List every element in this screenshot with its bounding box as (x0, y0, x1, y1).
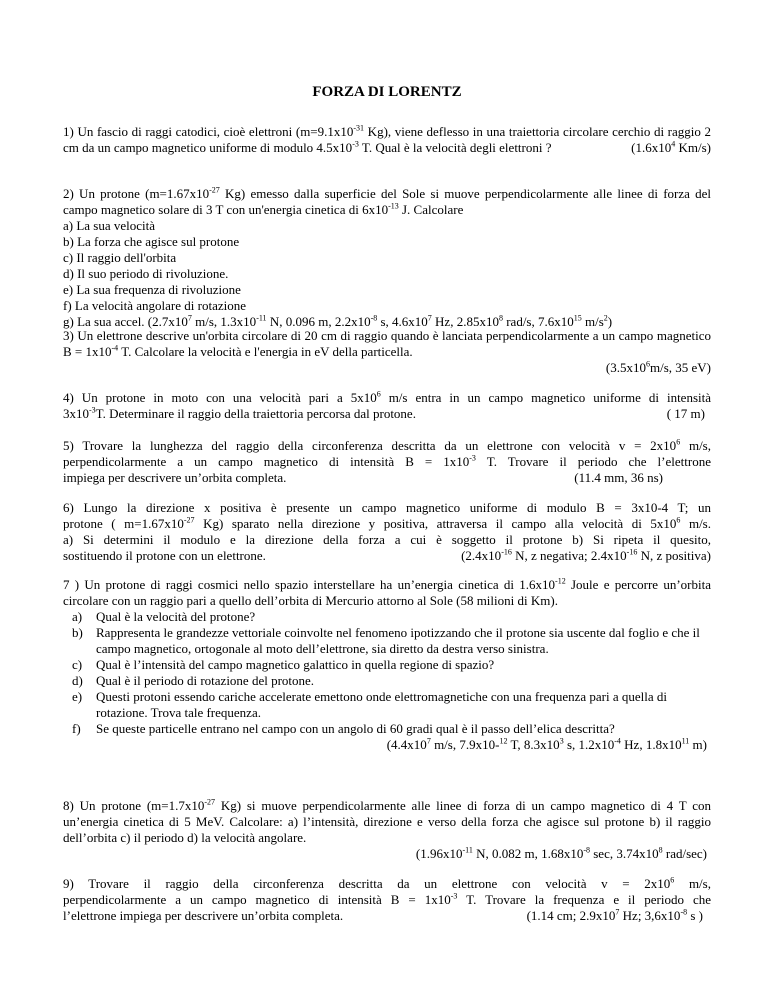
problem-9-answer: (1.14 cm; $2.9x10^7$ Hz; $3,6x10^{-8}$ s ) (526, 907, 703, 923)
problem-7 (63, 577, 711, 753)
problem-7-text: 7 ) Un protone di raggi cosmici nello spazio interstellare ha un’energia cinetica di $1.6x10^{-12}$ Joule e percorre un’orbita circolare con un raggio pari a quello dell’orbita di Mercurio attorno al Sole (58 milioni di Km). (63, 576, 711, 608)
problem-1-text: 1) Un fascio di raggi catodici, cioè elettroni ($m=9.1x10^{-31}$ Kg), viene deflesso in una traiettoria circolare cerchio di raggio 2 cm da un campo magnetico uniforme di modulo $4.5x10^{-3}$ T. Qual è la velocità degli elettroni ? (63, 123, 711, 155)
problem-7-item-e: e) Questi protoni essendo cariche accelerate emettono onde elettromagnetiche con una frequenza pari a quella di rotazione. Trova tale frequenza. (72, 689, 668, 720)
problem-2-item-a: a) La sua velocità (63, 218, 156, 233)
problem-1 (63, 124, 711, 156)
problem-7-answer: ($4.4x10^7$ m/s, 7.9x10-$^{12}$ T, $8.3x10^3$ s, $1.2x10^{-4}$ Hz, $1.8x10^{11}$ m) (386, 736, 707, 752)
problem-2-item-g: g) La sua accel. ($2.7x10^7$ m/s, $1.3x10^{-11}$ N, 0.096 m, $2.2x10^{-8}$ s, $4.6x10^7$ Hz, $2.85x10^8$ rad/s, $7.6x10^{15}$ $m/s^2$) (63, 313, 613, 329)
problem-7-item-a: a) Qual è la velocità del protone? (72, 609, 256, 624)
problem-2-text: 2) Un protone ($m=1.67x10^{-27}$ Kg) emesso dalla superficie del Sole si muove perpendicolarmente alle linee di forza del campo magnetico solare di 3 T con un'energia cinetica di $6x10^{-13}$ J. Calcolare (63, 185, 711, 217)
problem-4 (63, 390, 711, 422)
problem-2-item-b: b) La forza che agisce sul protone (63, 234, 240, 249)
problem-6-line-1: 6) Lungo la direzione x positiva è presente un campo magnetico uniforme di modulo B = 3x10-4 T; un (63, 500, 711, 515)
problem-8-answer: ($1.96x10^{-11}$ N, 0.082 m, $1.68x10^{-8}$ sec, $3.74x10^8$ rad/sec) (415, 845, 707, 861)
problem-6 (63, 500, 711, 564)
problem-5-answer: (11.4 mm, 36 ns) (574, 470, 663, 485)
problem-4-line-1: 4) Un protone in moto con una velocità pari a $5x10^6$ m/s entra in un campo magnetico uniforme di intensità (63, 389, 712, 405)
page-title: FORZA DI LORENTZ (312, 84, 462, 100)
problem-8 (63, 798, 711, 862)
problem-6-line-3: a) Si determini il modulo e la direzione della forza a cui è soggetto il protone b) Si ripeta il quesito, (63, 532, 711, 547)
problem-6-line-2: protone ( $m=1.67x10^{-27}$ Kg) sparato nella direzione y positiva, attraversa il campo alla velocità di $5x10^6$ m/s. (63, 515, 711, 531)
problem-2-item-e: e) La sua frequenza di rivoluzione (63, 282, 241, 297)
problem-5-line-1: 5) Trovare la lunghezza del raggio della circonferenza descritta da un elettrone con velocità $v = 2x10^6$ m/s, (63, 437, 711, 453)
problem-9 (63, 876, 711, 924)
problem-3-answer: ($3.5x10^6m/s$, 35 eV) (605, 359, 711, 375)
problem-4-answer: ( 17 m) (666, 406, 705, 421)
problem-5 (63, 438, 711, 486)
problem-7-item-d: d) Qual è il periodo di rotazione del protone. (72, 673, 315, 688)
problem-3 (63, 328, 711, 376)
problem-7-items (63, 609, 711, 737)
problem-6-answer: ($2.4x10^{-16}$ N, z negativa; $2.4x10^{-16}$ N, z positiva) (461, 547, 711, 563)
problem-3-text: 3) Un elettrone descrive un'orbita circolare di 20 cm di raggio quando è lanciata perpendicolarmente a un campo magnetico $B = 1x10^{-4}$ T. Calcolare la velocità e l'energia in eV della particella. (63, 328, 711, 359)
problem-9-line-3: l’elettrone impiega per descrivere un’orbita completa. (63, 908, 344, 923)
problem-2-item-d: d) Il suo periodo di rivoluzione. (63, 266, 229, 281)
problem-1-answer: ($1.6x10^4$ Km/s) (631, 139, 711, 155)
problem-5-line-3: impiega per descrivere un’orbita completa. (63, 470, 287, 485)
problem-2-item-c: c) Il raggio dell'orbita (63, 250, 177, 265)
problem-7-item-c: c) Qual è l’intensità del campo magnetico galattico in quella regione di spazio? (72, 657, 495, 672)
problem-2 (63, 186, 711, 330)
problem-2-item-f: f) La velocità angolare di rotazione (63, 298, 246, 313)
problem-7-item-b: b) Rappresenta le grandezze vettoriale coinvolte nel fenomeno ipotizzando che il protone sia uscente dal foglio e che il campo magnetico, ortogonale al moto dell’elettrone, sia diretto da destra verso sinistra. (72, 625, 700, 656)
problem-9-line-1: 9) Trovare il raggio della circonferenza descritta da un elettrone con velocità $v = 2x10^6$ m/s, (63, 875, 711, 891)
problem-5-line-2: perpendicolarmente a un campo magnetico di intensità $B = 1x10^{-3}$ T. Trovare il periodo che l’elettrone (63, 453, 711, 469)
problem-7-item-f: f) Se queste particelle entrano nel campo con un angolo di 60 gradi qual è il passo dell’elica descritta? (72, 721, 615, 736)
problem-6-line-4: sostituendo il protone con un elettrone. (63, 548, 266, 563)
problem-9-line-2: perpendicolarmente a un campo magnetico di intensità $B = 1x10^{-3}$ T. Trovare la frequenza e il periodo che (63, 891, 711, 907)
problem-4-line-2: $3x10^{-3}T$. Determinare il raggio della traiettoria percorsa dal protone. (63, 405, 416, 421)
problem-8-text: 8) Un protone ($m=1.7x10^{-27}$ Kg) si muove perpendicolarmente alle linee di forza di un campo magnetico di 4 T con un’energia cinetica di 5 MeV. Calcolare: a) l’intensità, direzione e verso della forza che agisce sul protone b) il raggio dell’orbita c) il periodo d) la velocità angolare. (63, 797, 711, 845)
